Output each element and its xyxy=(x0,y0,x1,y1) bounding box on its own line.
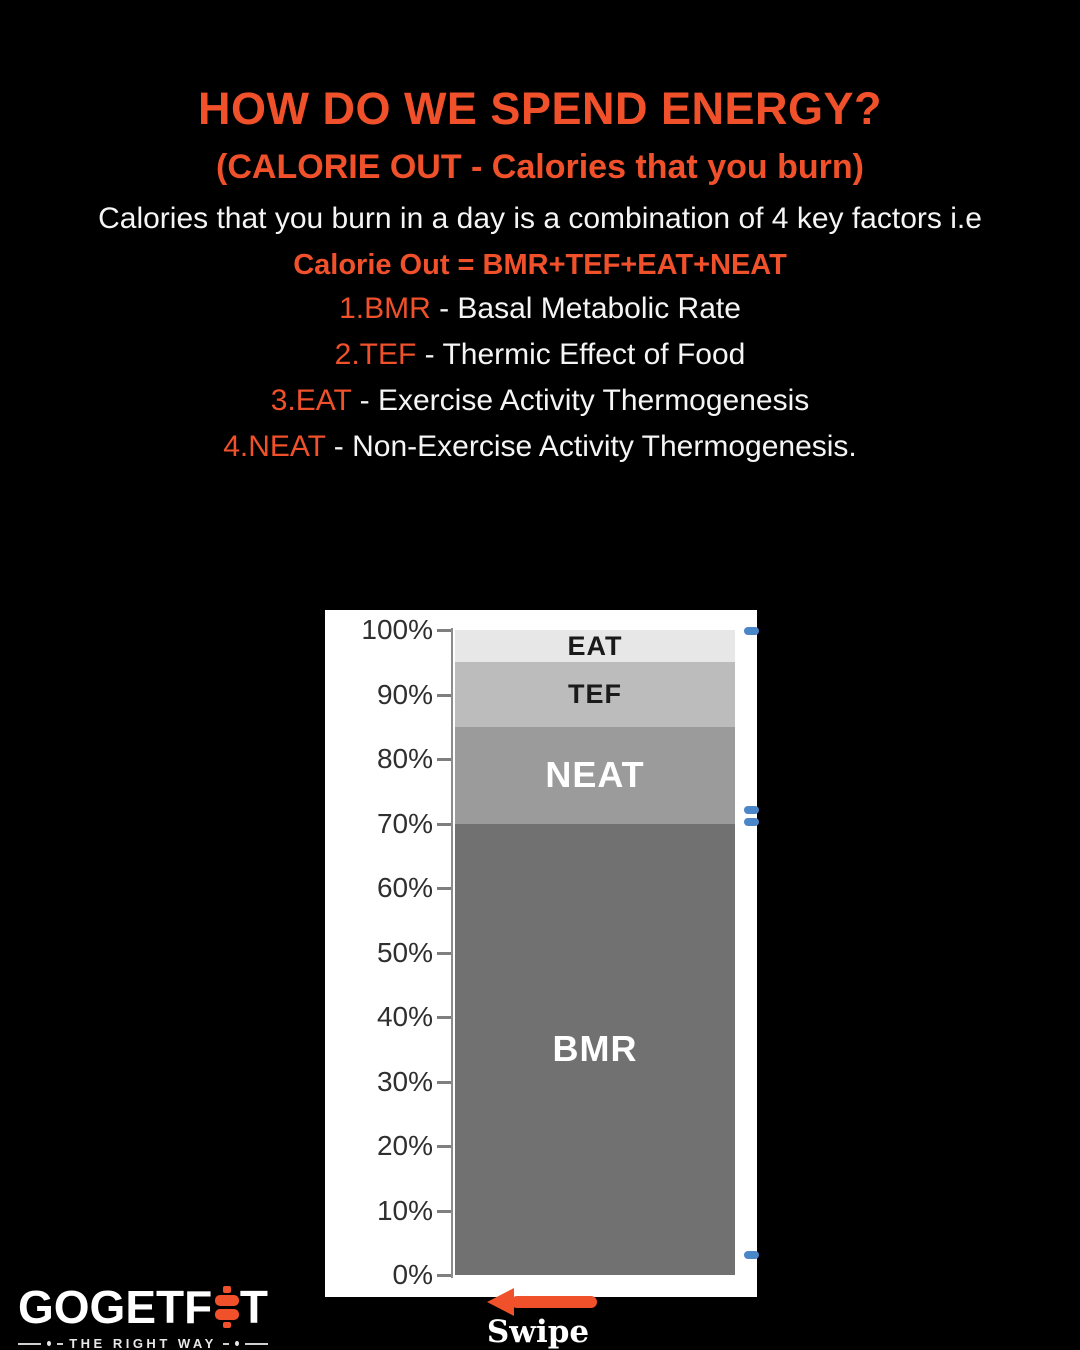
bar-segment-label: EAT xyxy=(567,630,623,661)
factor-list xyxy=(0,292,1080,476)
bar-segment-label: NEAT xyxy=(545,754,645,796)
barbell-dot-icon xyxy=(47,1341,51,1346)
formula-text: Calorie Out = BMR+TEF+EAT+NEAT xyxy=(293,249,787,281)
factor-description: - Exercise Activity Thermogenesis xyxy=(351,384,810,417)
bar-segment-neat xyxy=(455,727,735,824)
factor-description: - Non-Exercise Activity Thermogenesis. xyxy=(325,430,857,463)
y-tick-label: 90% xyxy=(376,678,433,710)
swipe-label[interactable]: Swipe xyxy=(486,1314,590,1350)
factor-abbrev: 2.TEF xyxy=(334,338,417,371)
factor-item-neat xyxy=(0,430,1080,476)
dumbbell-icon xyxy=(215,1286,237,1328)
y-tick-label: 40% xyxy=(376,1001,433,1032)
factor-abbrev: 4.NEAT xyxy=(223,430,326,463)
y-tick-mark xyxy=(437,1210,451,1213)
y-tick-mark xyxy=(437,1145,451,1148)
y-tick-label: 30% xyxy=(376,1065,433,1097)
y-tick-mark xyxy=(437,952,451,955)
bar-segment-eat xyxy=(455,630,735,662)
factor-abbrev: 3.EAT xyxy=(270,384,352,417)
logo-tagline: THE RIGHT WAY xyxy=(69,1336,217,1350)
y-tick-label: 100% xyxy=(361,614,433,645)
selection-handle-icon xyxy=(744,627,759,635)
y-tick-label: 0% xyxy=(392,1259,433,1290)
barbell-line-icon xyxy=(18,1343,41,1345)
bar-segment-label: TEF xyxy=(568,679,622,709)
y-tick-mark xyxy=(437,694,451,697)
logo-text-right: T xyxy=(239,1281,268,1333)
selection-handle-icon xyxy=(744,818,759,826)
barbell-dash-icon xyxy=(223,1343,230,1345)
barbell-line-icon xyxy=(245,1343,268,1345)
factor-abbrev: 1.BMR xyxy=(339,292,431,325)
y-tick-label: 10% xyxy=(376,1194,433,1226)
bar-segment-label: BMR xyxy=(552,1028,638,1070)
barbell-dot-icon xyxy=(235,1341,239,1346)
factor-item-eat xyxy=(0,384,1080,430)
y-tick-mark xyxy=(437,1274,451,1277)
intro-text: Calories that you burn in a day is a combination of 4 key factors i.e xyxy=(98,202,982,235)
y-tick-mark xyxy=(437,1081,451,1084)
arrow-shaft xyxy=(511,1296,597,1308)
y-tick-mark xyxy=(437,1016,451,1019)
selection-handle-icon xyxy=(744,806,759,814)
logo-wordmark xyxy=(18,1280,268,1334)
swipe-left-arrow-icon[interactable] xyxy=(487,1288,599,1316)
factor-description: - Thermic Effect of Food xyxy=(416,338,746,371)
y-tick-label: 50% xyxy=(376,936,433,968)
bar-segment-bmr xyxy=(455,824,735,1276)
y-tick-label: 20% xyxy=(376,1130,433,1161)
brand-logo xyxy=(18,1280,268,1350)
logo-text-left: GOGETF xyxy=(18,1281,213,1333)
y-tick-mark xyxy=(437,758,451,761)
y-tick-label: 70% xyxy=(376,807,433,839)
factor-description: - Basal Metabolic Rate xyxy=(430,292,741,325)
y-tick-label: 60% xyxy=(376,872,433,903)
page-subtitle: (CALORIE OUT - Calories that you burn) xyxy=(216,148,864,186)
factor-item-bmr xyxy=(0,292,1080,338)
y-axis-line xyxy=(451,628,453,1278)
stacked-bar xyxy=(455,610,735,1297)
y-tick-mark xyxy=(437,629,451,632)
y-tick-mark xyxy=(437,887,451,890)
factor-item-tef xyxy=(0,338,1080,384)
energy-stacked-bar-chart xyxy=(325,610,757,1297)
logo-tagline-row xyxy=(18,1336,268,1350)
y-tick-mark xyxy=(437,823,451,826)
barbell-dash-icon xyxy=(57,1343,64,1345)
arrow-head xyxy=(487,1288,514,1316)
y-tick-label: 80% xyxy=(376,743,433,774)
selection-handle-icon xyxy=(744,1251,759,1259)
page-title: HOW DO WE SPEND ENERGY? xyxy=(197,83,883,134)
bar-segment-tef xyxy=(455,662,735,727)
